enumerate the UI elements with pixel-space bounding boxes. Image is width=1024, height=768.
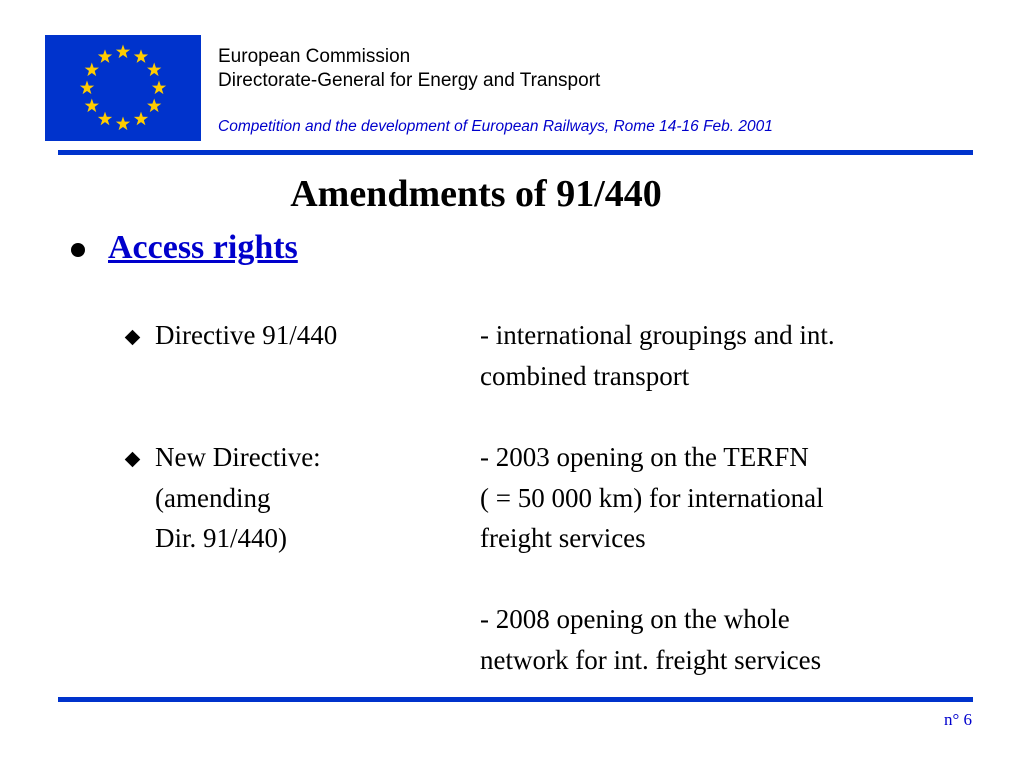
section-heading: Access rights	[108, 229, 298, 266]
text-line: freight services	[480, 523, 646, 553]
flag-star-icon	[116, 45, 130, 59]
text-line: network for int. freight services	[480, 644, 822, 675]
page-number: n° 6	[943, 710, 972, 729]
flag-star-icon	[98, 112, 112, 126]
organization-name: European Commission	[218, 46, 411, 67]
item-1-description	[480, 315, 835, 396]
header-divider	[58, 150, 973, 155]
directorate-name: Directorate-General for Energy and Transport	[218, 70, 601, 91]
flag-star-icon	[134, 49, 148, 63]
diamond-bullet-icon	[125, 330, 141, 346]
flag-star-icon	[116, 117, 130, 131]
flag-star-icon	[134, 112, 148, 126]
text-line: - international groupings and int.	[480, 320, 835, 350]
eu-flag-icon	[45, 35, 201, 141]
item-2-label	[155, 437, 321, 559]
text-line: (amending	[155, 482, 271, 513]
text-line: - 2003 opening on the TERFN	[480, 442, 809, 472]
flag-star-icon	[152, 81, 166, 95]
text-line: Directive 91/440	[155, 320, 338, 350]
text-line: Dir. 91/440)	[155, 523, 287, 553]
diamond-bullet-icon	[125, 452, 141, 468]
footer-divider	[58, 697, 973, 702]
item-1-label	[155, 315, 337, 356]
flag-star-icon	[147, 63, 161, 77]
text-line: ( = 50 000 km) for international	[480, 482, 824, 513]
flag-star-icon	[80, 81, 94, 95]
flag-star-icon	[85, 63, 99, 77]
text-line: New Directive:	[155, 442, 321, 472]
text-line: combined transport	[480, 360, 690, 391]
slide-title: Amendments of 91/440	[290, 173, 662, 215]
bullet-dot-icon	[71, 243, 85, 257]
flag-star-icon	[98, 49, 112, 63]
item-2-description	[480, 437, 824, 680]
text-line: - 2008 opening on the whole	[480, 604, 790, 634]
text-line	[480, 559, 824, 600]
conference-subtitle: Competition and the development of European Railways, Rome 14-16 Feb. 2001	[218, 118, 773, 135]
flag-star-icon	[85, 99, 99, 113]
flag-star-icon	[147, 99, 161, 113]
header-organization	[218, 45, 600, 93]
